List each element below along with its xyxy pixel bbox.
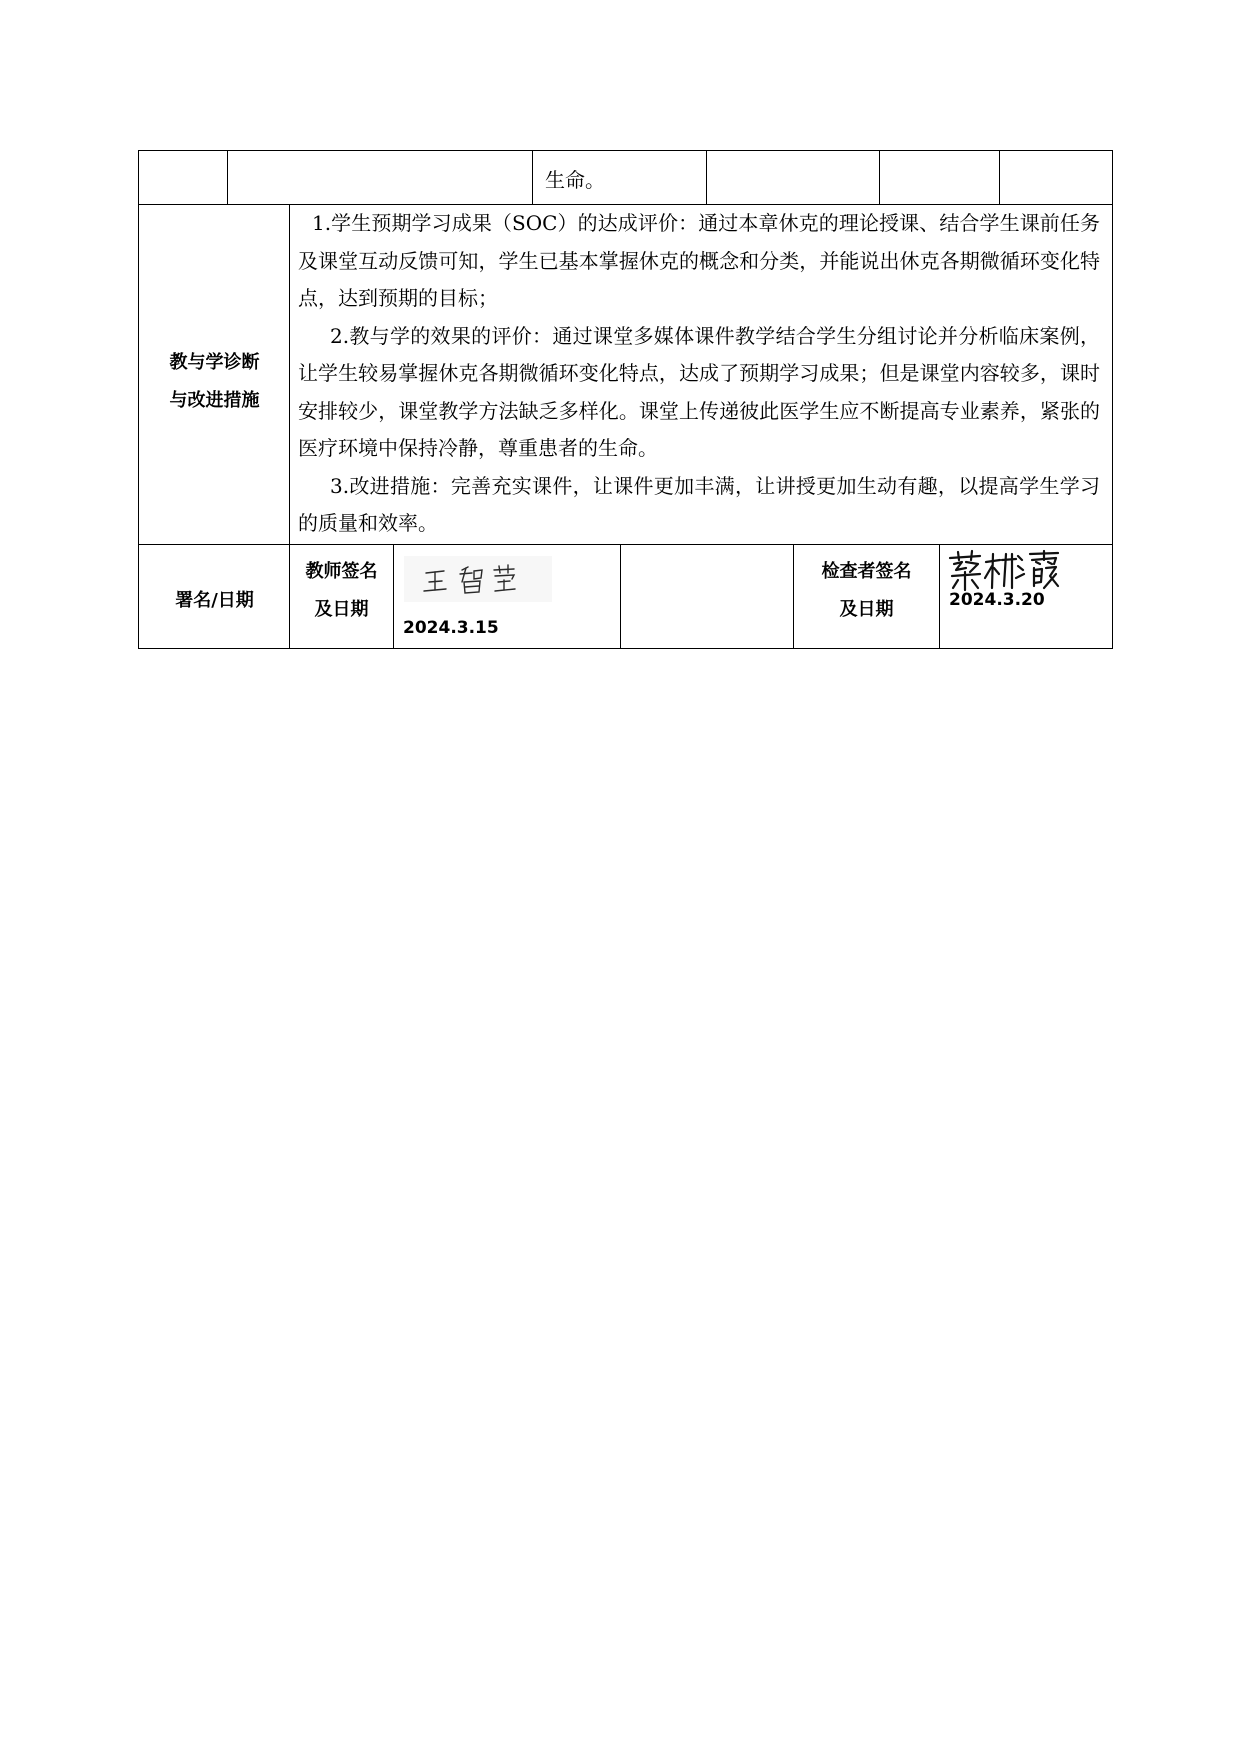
row1-col-rule-1 (227, 150, 228, 205)
diagnosis-label-line2: 与改进措施 (169, 390, 260, 411)
diagnosis-paragraph-3: 3.改进措施：完善充实课件，让课件更加丰满，让讲授更加生动有趣，以提高学生学习的质量和效率。 (298, 473, 1100, 535)
diagnosis-label-line1: 教与学诊断 (169, 352, 260, 373)
table-border-top (138, 150, 1113, 151)
teacher-signature-date: 2024.3.15 (403, 618, 499, 638)
row3-col-rule-3 (620, 544, 621, 649)
diagnosis-label (140, 344, 289, 420)
teacher-label-line1: 教师签名 (305, 561, 378, 582)
signature-row-label: 署名/日期 (175, 590, 254, 611)
table-border-right (1112, 150, 1113, 649)
row1-col-rule-2 (532, 150, 533, 205)
checker-label-line2: 及日期 (839, 599, 894, 620)
row1-col-rule-3 (706, 150, 707, 205)
row1-col-rule-4 (879, 150, 880, 205)
row3-col-rule-2 (393, 544, 394, 649)
checker-signature-date: 2024.3.20 (949, 590, 1045, 610)
teacher-signature-image (404, 552, 554, 607)
teacher-signature-label (290, 553, 393, 629)
row2-col-rule (289, 204, 290, 545)
row1-col-rule-5 (999, 150, 1000, 205)
row3-col-rule-5 (939, 544, 940, 649)
table-border-bottom (138, 648, 1113, 649)
diagnosis-body (298, 205, 1100, 543)
checker-signature-label (794, 553, 939, 629)
top-row-text: 生命。 (545, 168, 605, 192)
table-rule-row2-bottom (138, 544, 1113, 545)
diagnosis-paragraph-1: 1.学生预期学习成果（SOC）的达成评价：通过本章休克的理论授课、结合学生课前任务及课堂互动反馈可知，学生已基本掌握休克的概念和分类，并能说出休克各期微循环变化特点，达到预期的目标； (298, 211, 1100, 310)
diagnosis-paragraph-2: 2.教与学的效果的评价：通过课堂多媒体课件教学结合学生分组讨论并分析临床案例，让学生较易掌握休克各期微循环变化特点，达成了预期学习成果；但是课堂内容较多，课时安排较少，课堂教学方法缺乏多样化。课堂上传递彼此医学生应不断提高专业素养，紧张的医疗环境中保持冷静，尊重患者的生命。 (298, 323, 1100, 460)
checker-label-line1: 检查者签名 (821, 561, 912, 582)
teacher-label-line2: 及日期 (314, 599, 369, 620)
checker-signature-image (946, 548, 1066, 594)
table-border-left (138, 150, 139, 649)
